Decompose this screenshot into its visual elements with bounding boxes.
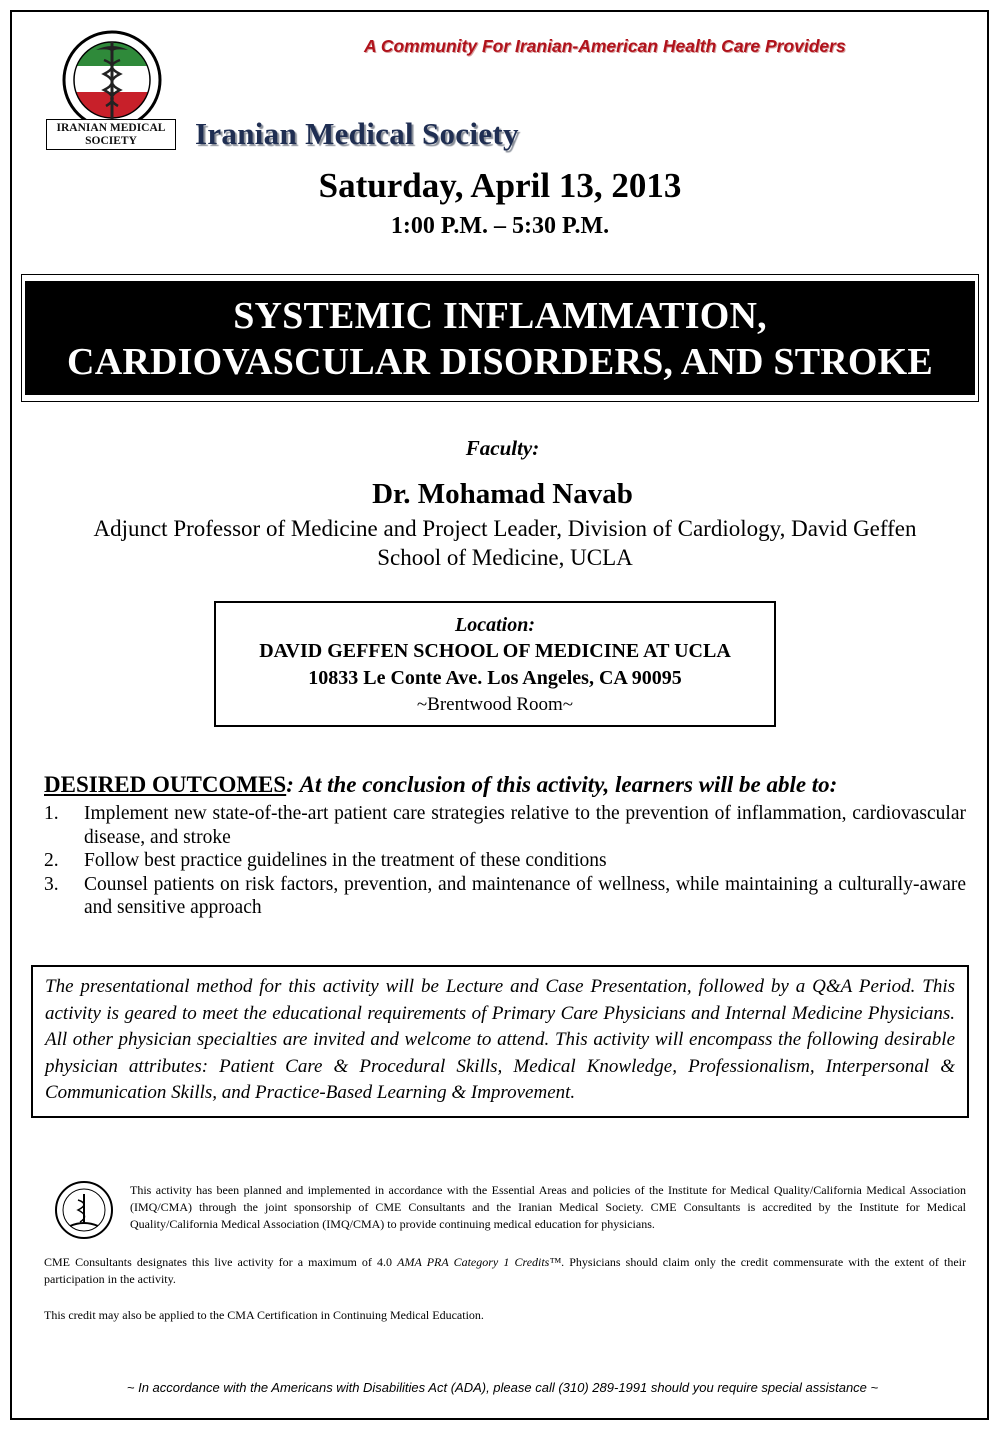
- event-title-line1: SYSTEMIC INFLAMMATION,: [233, 295, 767, 337]
- faculty-name: Dr. Mohamad Navab: [372, 478, 633, 510]
- list-item: 3. Counsel patients on risk factors, prevention, and maintenance of wellness, while maintaining a culturally-aware and sensitive approach: [44, 873, 966, 918]
- list-item: 2. Follow best practice guidelines in the treatment of these conditions: [44, 850, 607, 871]
- credits-statement: CME Consultants designates this live activity for a maximum of 4.0 AMA PRA Category 1 Credits™. Physicians should claim only the credit commensurate with the extent of their participation in the activity.: [44, 1255, 966, 1286]
- presentation-method-box: The presentational method for this activity will be Lecture and Case Presentation, followed by a Q&A Period. This activity is geared to meet the educational requirements of Primary Care Physicians and Internal Medicine Physicians. All other physician specialties are invited and welcome to attend. This activity will encompass the following desirable physician attributes: Patient Care & Procedural Skills, Medical Knowledge, Professionalism, Interpersonal & Communication Skills, and Practice-Based Learning & Improvement.: [31, 965, 969, 1118]
- location-name: DAVID GEFFEN SCHOOL OF MEDICINE AT UCLA: [259, 640, 731, 662]
- list-item: 1. Implement new state-of-the-art patient care strategies relative to the prevention of inflammation, cardiovascular disease, and stroke: [44, 803, 966, 848]
- society-name: Iranian Medical Society: [195, 116, 519, 151]
- tagline: A Community For Iranian-American Health Care Providers: [364, 36, 846, 56]
- location-label: Location:: [455, 614, 535, 636]
- faculty-title: Adjunct Professor of Medicine and Project Leader, Division of Cardiology, David Geffen School of Medicine, UCLA: [93, 516, 917, 570]
- location-box: [214, 601, 776, 727]
- event-date: Saturday, April 13, 2013: [318, 166, 682, 205]
- location-address: 10833 Le Conte Ave. Los Angeles, CA 90095: [308, 667, 682, 689]
- accreditation-statement: This activity has been planned and implemented in accordance with the Essential Areas and policies of the Institute for Medical Quality/California Medical Association (IMQ/CMA) through the joint sponsorship of CME Consultants and the Iranian Medical Society. CME Consultants is accredited by the Institute for Medical Quality/California Medical Association (IMQ/CMA) to provide continuing medical education for physicians.: [130, 1183, 966, 1231]
- location-room: ~Brentwood Room~: [416, 694, 574, 715]
- logo-caption: IRANIAN MEDICAL SOCIETY: [46, 119, 176, 150]
- event-title-banner: [25, 281, 975, 395]
- faculty-label: Faculty:: [465, 436, 540, 460]
- outcomes-list: [44, 802, 966, 920]
- cma-certification-note: This credit may also be applied to the CMA Certification in Continuing Medical Education.: [44, 1308, 484, 1322]
- outcomes-heading: DESIRED OUTCOMES: At the conclusion of this activity, learners will be able to:: [44, 772, 838, 797]
- ada-notice: ~ In accordance with the Americans with Disabilities Act (ADA), please call (310) 289-1991 should you require special assistance ~: [126, 1380, 879, 1395]
- cma-seal-icon: [54, 1180, 114, 1240]
- event-title-line2: CARDIOVASCULAR DISORDERS, AND STROKE: [67, 341, 933, 383]
- event-time: 1:00 P.M. – 5:30 P.M.: [390, 213, 610, 239]
